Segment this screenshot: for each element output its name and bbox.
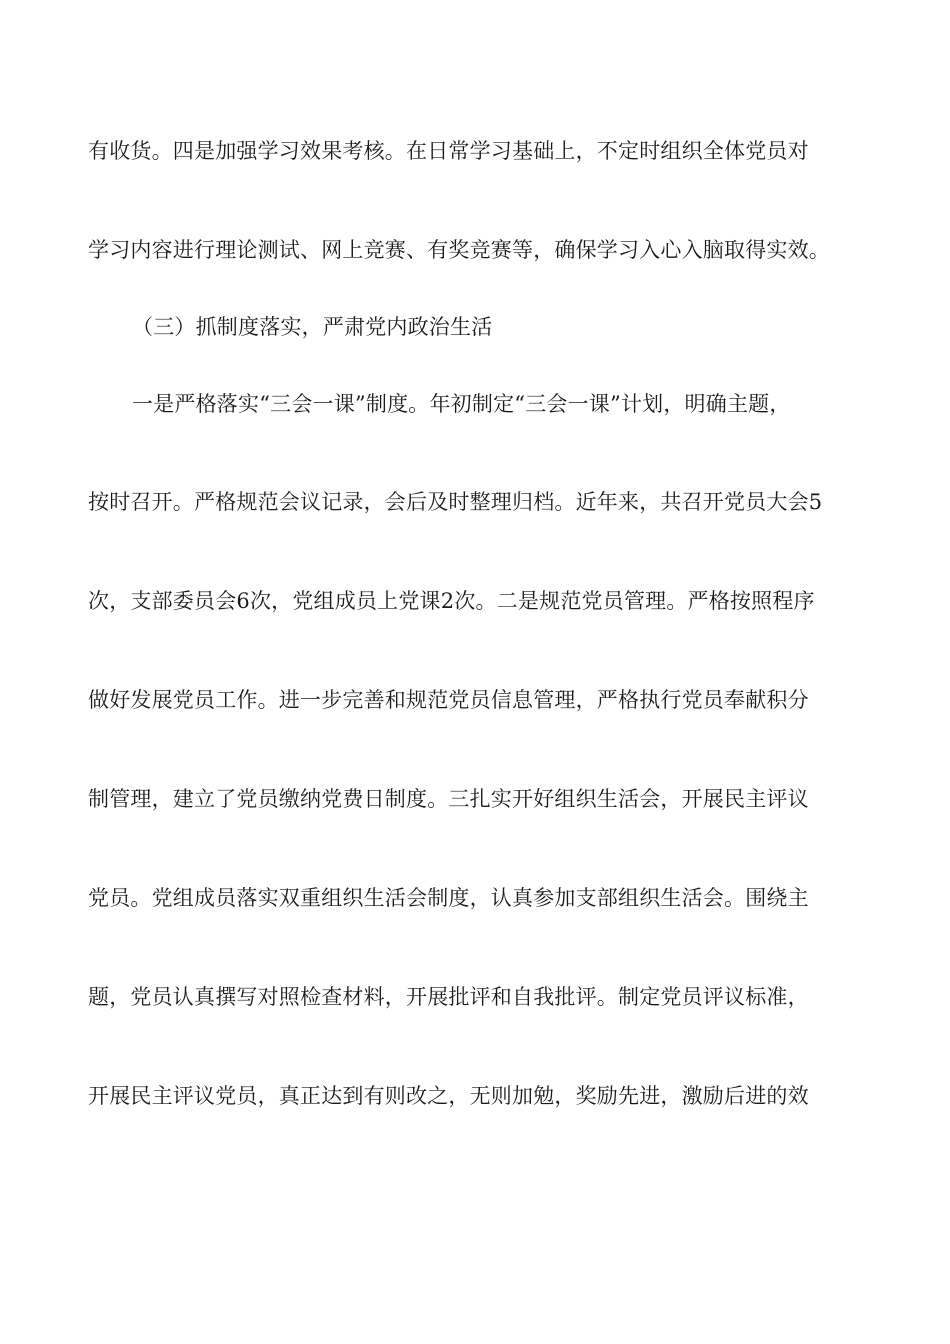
paragraph-line: 制管理，建立了党员缴纳党费日制度。三扎实开好组织生活会，开展民主评议 (88, 787, 809, 811)
paragraph-line: 做好发展党员工作。进一步完善和规范党员信息管理，严格执行党员奉献积分 (88, 688, 809, 712)
paragraph-line: 一是严格落实“三会一课”制度。年初制定“三会一课”计划，明确主题， (132, 392, 791, 416)
section-heading: （三）抓制度落实，严肃党内政治生活 (132, 315, 493, 339)
paragraph-line: 有收货。四是加强学习效果考核。在日常学习基础上，不定时组织全体党员对 (88, 139, 809, 163)
paragraph-line: 开展民主评议党员，真正达到有则改之，无则加勉，奖励先进，激励后进的效 (88, 1084, 809, 1108)
paragraph-line: 学习内容进行理论测试、网上竞赛、有奖竞赛等，确保学习入心入脑取得实效。 (88, 238, 830, 262)
paragraph-line: 党员。党组成员落实双重组织生活会制度，认真参加支部组织生活会。围绕主 (88, 886, 809, 910)
paragraph-line: 次，支部委员会6次，党组成员上党课2次。二是规范党员管理。严格按照程序 (88, 589, 815, 613)
paragraph-line: 按时召开。严格规范会议记录，会后及时整理归档。近年来，共召开党员大会5 (88, 490, 823, 514)
paragraph-line: 题，党员认真撰写对照检查材料，开展批评和自我批评。制定党员评议标准， (88, 985, 809, 1009)
